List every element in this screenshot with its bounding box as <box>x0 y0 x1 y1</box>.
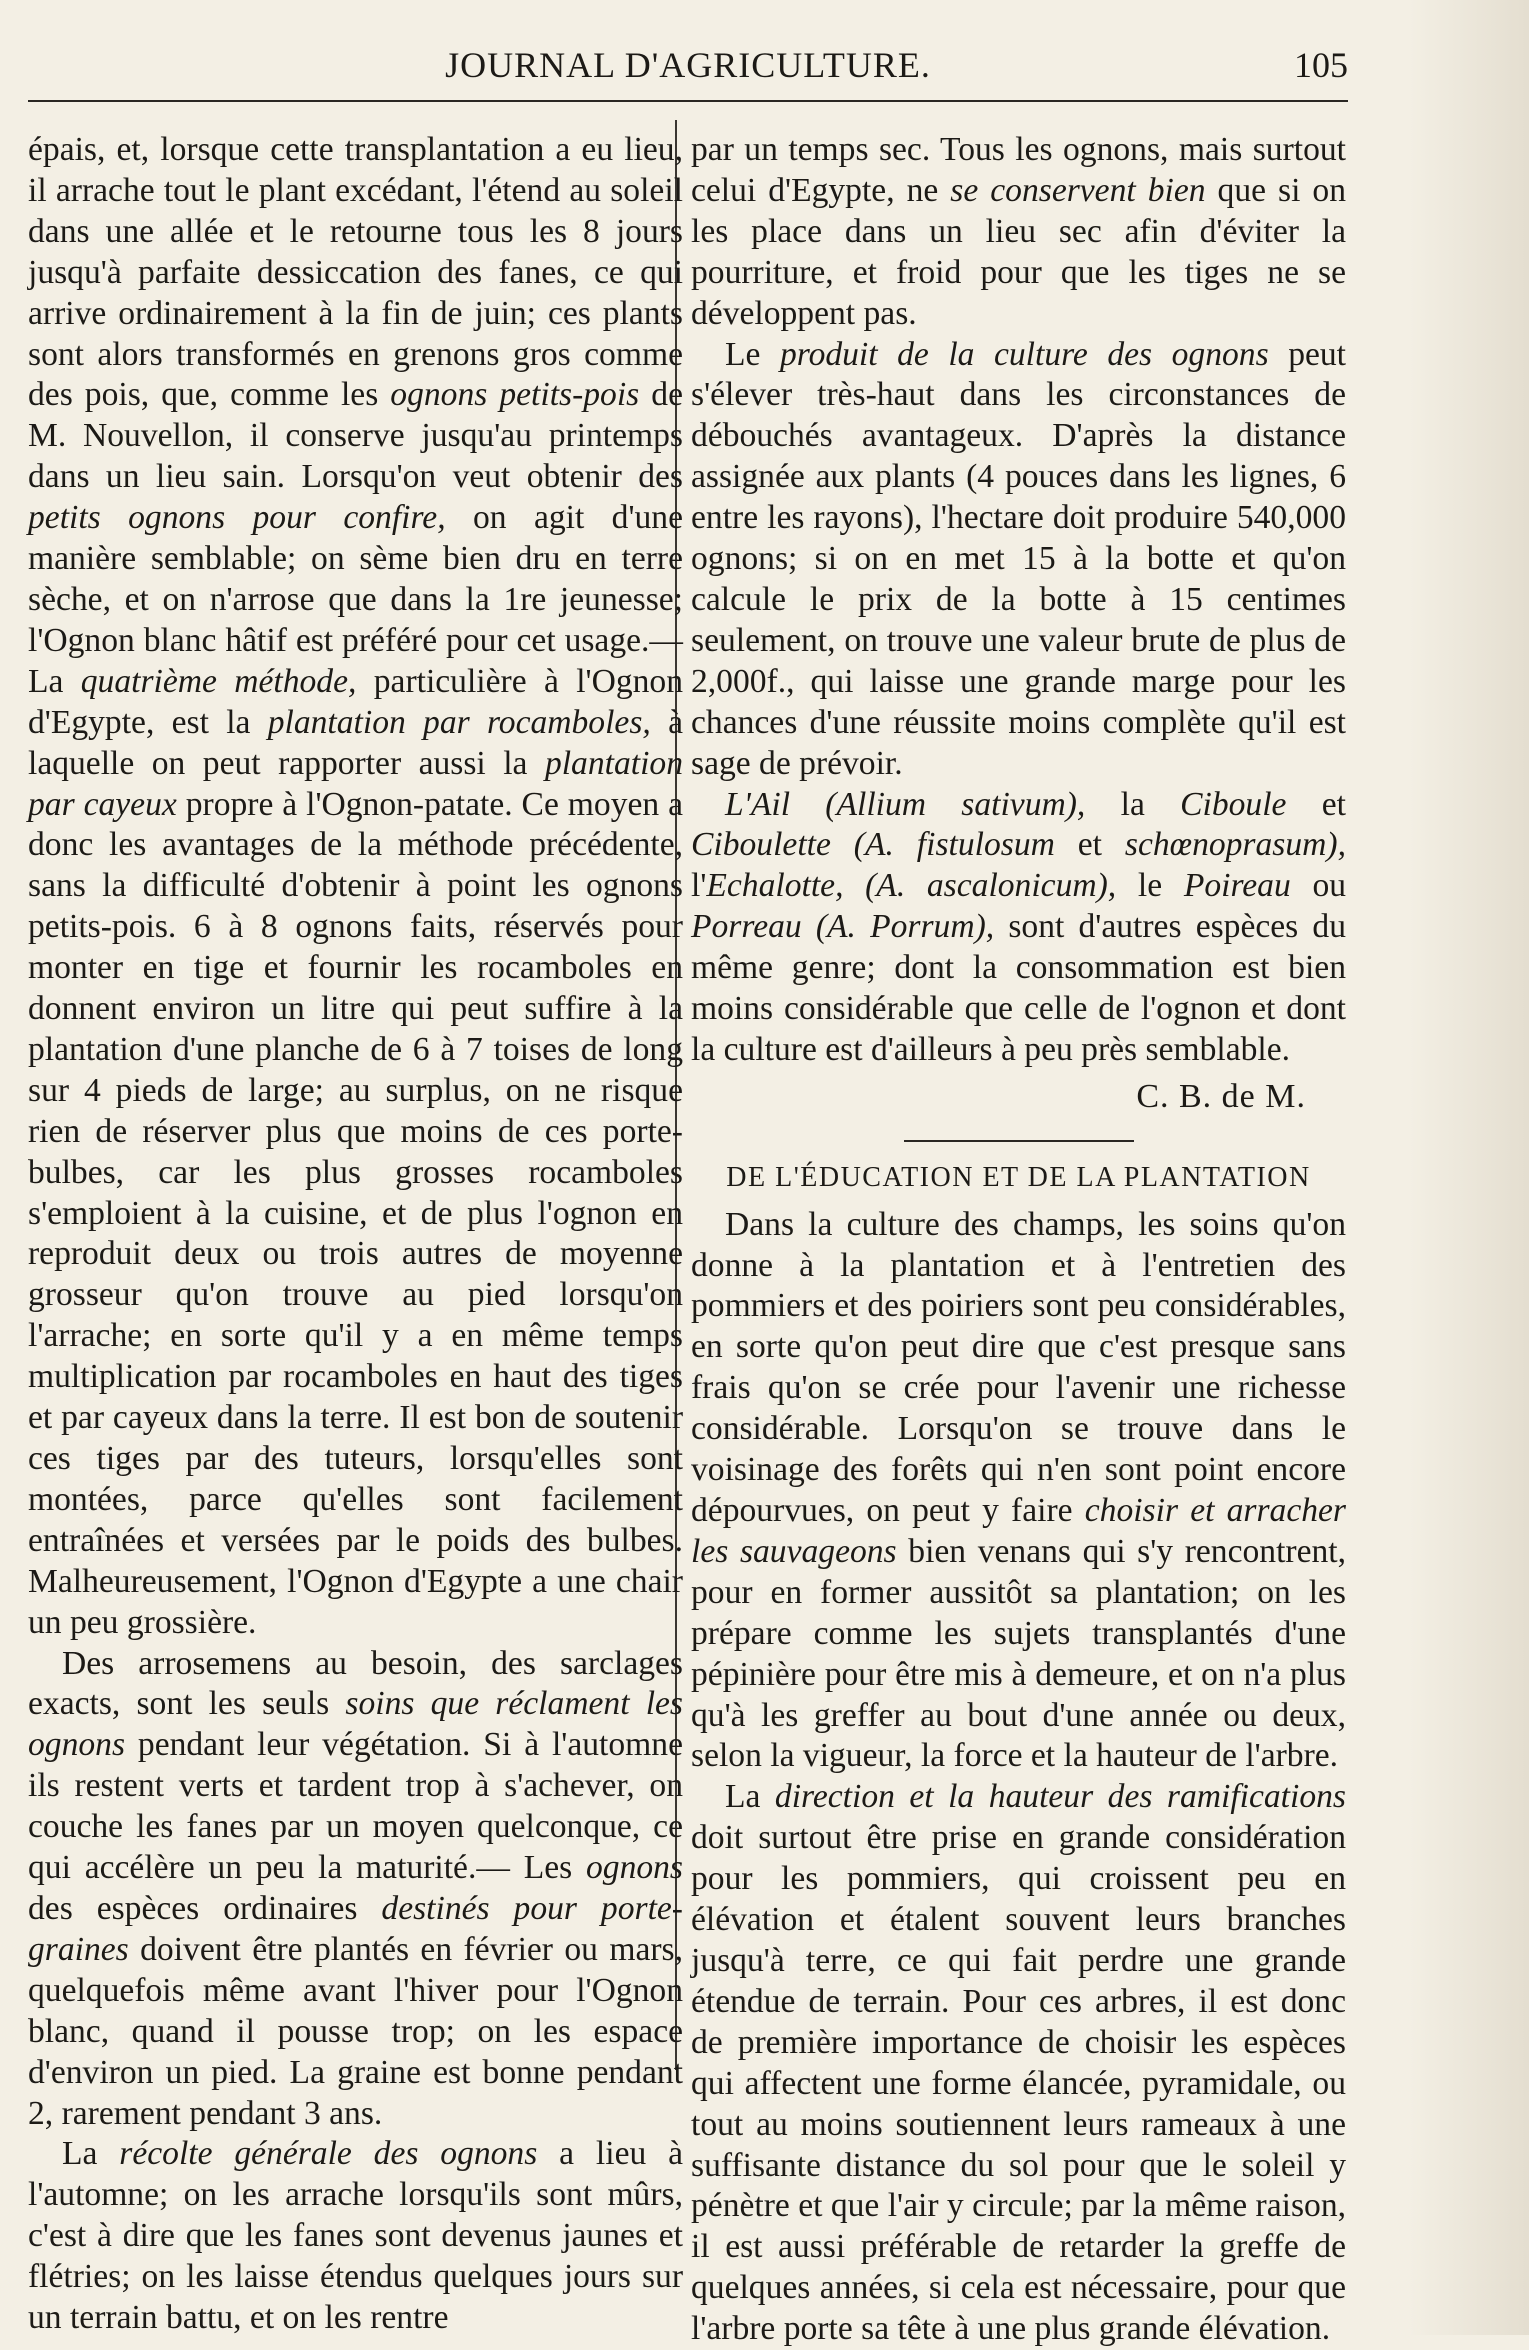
page-header <box>28 40 1348 102</box>
paragraph: Des arrosemens au besoin, des sarclages exacts, sont les seuls soins que réclament les ognons pendant leur végétation. Si à l'automne ils restent verts et tardent trop à s'achever, on couche les fanes par un moyen quelconque, ce qui accélère un peu la maturité.— Les ognons des espèces ordinaires destinés pour porte-graines doivent être plantés en février ou mars, quelquefois même avant l'hiver pour l'Ognon blanc, quand il pousse trop; on les espace d'environ un pied. La graine est bonne pendant 2, rarement pendant 3 ans. <box>28 1644 683 2132</box>
left-column <box>28 130 683 2339</box>
paragraph: épais, et, lorsque cette transplantation a eu lieu, il arrache tout le plant excédant, l'étend au soleil dans une allée et le retourne tous les 8 jours jusqu'à parfaite dessiccation des fanes, ce qui arrive ordinairement à la fin de juin; ces plants sont alors transformés en grenons gros comme des pois, que, comme les ognons petits-pois de M. Nouvellon, il conserve jusqu'au printemps dans un lieu sain. Lorsqu'on veut obtenir des petits ognons pour confire, on agit d'une manière semblable; on sème bien dru en terre sèche, et on n'arrose que dans la 1re jeunesse; l'Ognon blanc hâtif est préféré pour cet usage.—La quatrième méthode, particulière à l'Ognon d'Egypte, est la plantation par rocamboles, à laquelle on peut rapporter aussi la plantation par cayeux propre à l'Ognon-patate. Ce moyen a donc les avantages de la méthode précédente, sans la difficulté d'obtenir à point les ognons petits-pois. 6 à 8 ognons faits, réservés pour monter en tige et fournir les rocamboles en donnent environ un litre qui peut suffire à la plantation d'une planche de 6 à 7 toises de long sur 4 pieds de large; au surplus, on ne risque rien de réserver plus que moins de ces porte-bulbes, car les plus grosses rocamboles s'emploient à la cuisine, et de plus l'ognon en reproduit deux ou trois autres de moyenne grosseur qu'on trouve au pied lorsqu'on l'arrache; en sorte qu'il y a en même temps multiplication par rocamboles en haut des tiges et par cayeux dans la terre. Il est bon de soutenir ces tiges par des tuteurs, lorsqu'elles sont montées, parce qu'elles sont facilement entraînées et versées par le poids des bulbes. Malheureusement, l'Ognon d'Egypte a une chair un peu grossière. <box>28 131 684 1641</box>
paragraph: La direction et la hauteur des ramifications doit surtout être prise en grande considération pour les pommiers, qui croissent peu en élévation et étalent souvent leurs branches jusqu'à terre, ce qui fait perdre une grande étendue de terrain. Pour ces arbres, il est donc de première importance de choisir les espèces qui affectent une forme élancée, pyramidale, ou tout au moins soutiennent leurs rameaux à une suffisante distance du sol pour que le soleil y pénètre et que l'air y circule; par la même raison, il est aussi préférable de retarder la greffe de quelques années, si cela est nécessaire, pour que l'arbre porte sa tête à une plus grande élévation. <box>691 1778 1346 2348</box>
paragraph: par un temps sec. Tous les ognons, mais surtout celui d'Egypte, ne se conservent bien que si on les place dans un lieu sec afin d'éviter la pourriture, et froid pour que les tiges ne se développent pas. <box>691 131 1346 332</box>
page-number: 105 <box>1294 45 1348 85</box>
author-signature: C. B. de M. <box>1136 1077 1306 1115</box>
journal-title: JOURNAL D'AGRICULTURE. <box>445 45 931 85</box>
section-title: DE L'ÉDUCATION ET DE LA PLANTATION <box>726 1161 1311 1193</box>
paragraph: L'Ail (Allium sativum), la Ciboule et Ciboulette (A. fistulosum et schœnoprasum), l'Echalotte, (A. ascalonicum), le Poireau ou Porreau (A. Porrum), sont d'autres espèces du même genre; dont la consommation est bien moins considérable que celle de l'ognon et dont la culture est d'ailleurs à peu près semblable. <box>691 785 1347 1068</box>
paragraph: Le produit de la culture des ognons peut s'élever très-haut dans les circonstances de débouchés avantageux. D'après la distance assignée aux plants (4 pouces dans les lignes, 6 entre les rayons), l'hectare doit produire 540,000 ognons; si on en met 15 à la botte et qu'on calcule le prix de la botte à 15 centimes seulement, on trouve une valeur brute de plus de 2,000f., qui laisse une grande marge pour les chances d'une réussite moins complète qu'il est sage de prévoir. <box>691 335 1346 782</box>
right-column <box>691 130 1346 2350</box>
section-rule <box>904 1140 1134 1142</box>
page-edge-shading <box>1409 0 1529 2335</box>
paragraph: Dans la culture des champs, les soins qu'on donne à la plantation et à l'entretien des pommiers et des poiriers sont peu considérables, en sorte qu'on peut dire que c'est presque sans frais qu'on se crée pour l'avenir une richesse considérable. Lorsqu'on se trouve dans le voisinage des forêts qui n'en sont point encore dépourvues, on peut y faire choisir et arracher les sauvageons bien venans qui s'y rencontrent, pour en former aussitôt sa plantation; on les prépare comme les sujets transplantés d'une pépinière pour être mis à demeure, et on n'a plus qu'à les greffer au bout d'une année ou deux, selon la vigueur, la force et la hauteur de l'arbre. <box>691 1205 1346 1775</box>
paragraph: La récolte générale des ognons a lieu à l'automne; on les arrache lorsqu'ils sont mûrs, c'est à dire que les fanes sont devenus jaunes et flétries; on les laisse étendus quelques jours sur un terrain battu, et on les rentre <box>28 2135 684 2337</box>
